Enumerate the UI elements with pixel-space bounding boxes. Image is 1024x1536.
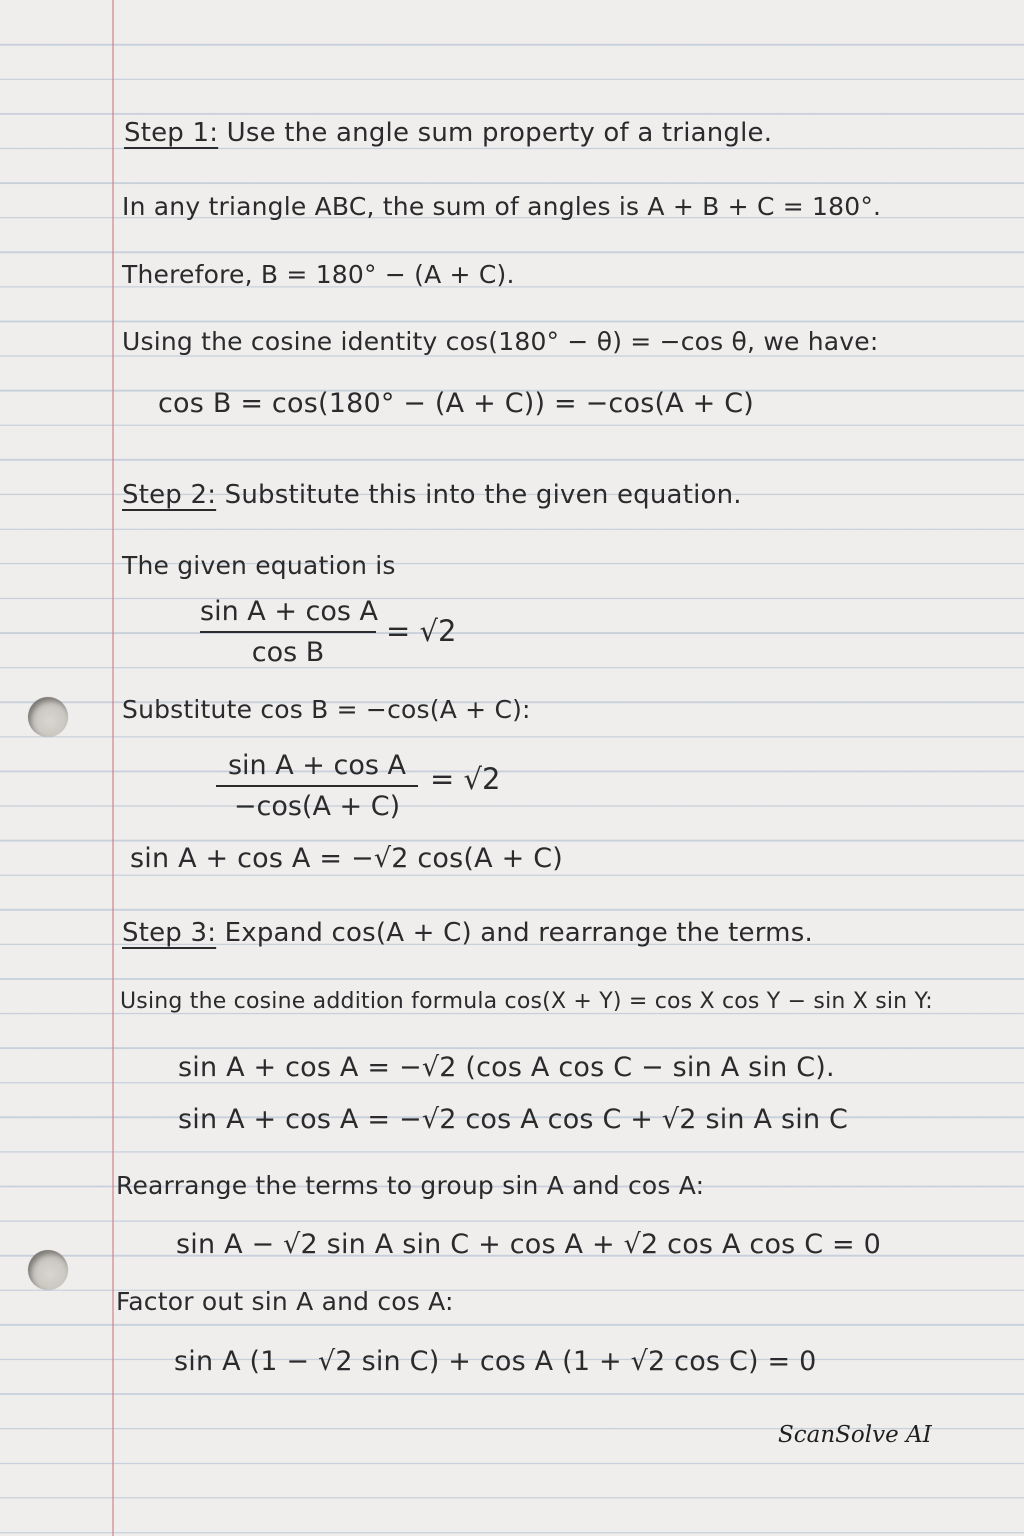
step1-line-therefore: Therefore, B = 180° − (A + C). [122,260,515,289]
step3-title: Expand cos(A + C) and rearrange the terms. [224,918,813,948]
substituted-denominator: −cos(A + C) [233,791,401,822]
step1-line-identity: Using the cosine identity cos(180° − θ) = −cos θ, we have: [122,327,879,356]
step2-title: Substitute this into the given equation. [224,480,742,510]
substituted-rhs: = √2 [430,762,501,796]
step3-rearrange: Rearrange the terms to group sin A and cos A: [116,1171,705,1200]
step1-line-angle-sum: In any triangle ABC, the sum of angles is A + B + C = 180°. [122,192,882,221]
given-equation-fraction [200,596,379,668]
step2-intro: The given equation is [122,551,396,580]
scansolve-watermark: ScanSolve AI [778,1422,932,1448]
step2-substitute: Substitute cos B = −cos(A + C): [122,695,531,724]
step1-title: Use the angle sum property of a triangle. [226,118,773,148]
step3-label: Step 3: [122,918,217,948]
step3-factor: Factor out sin A and cos A: [116,1287,454,1316]
fraction-bar [216,785,418,787]
step3-eq-expanded: sin A + cos A = −√2 (cos A cos C − sin A sin C). [178,1052,835,1083]
step3-heading [122,918,813,948]
step3-eq-distributed: sin A + cos A = −√2 cos A cos C + √2 sin A sin C [178,1104,849,1135]
fraction-bar [200,631,376,633]
step2-label: Step 2: [122,480,217,510]
step1-heading [124,118,772,148]
step1-line-cos-b: cos B = cos(180° − (A + C)) = −cos(A + C) [158,388,755,419]
punch-hole-upper [28,697,68,737]
step3-addition-formula: Using the cosine addition formula cos(X + Y) = cos X cos Y − sin X sin Y: [120,989,933,1014]
step3-eq-factored: sin A (1 − √2 sin C) + cos A (1 + √2 cos C) = 0 [174,1346,817,1377]
given-equation-rhs: = √2 [386,614,457,648]
margin-line [112,0,114,1536]
step1-label: Step 1: [124,118,219,148]
punch-hole-lower [28,1250,68,1290]
step3-eq-grouped: sin A − √2 sin A sin C + cos A + √2 cos A cos C = 0 [176,1229,882,1260]
substituted-numerator: sin A + cos A [227,750,406,781]
given-equation-denominator: cos B [251,637,325,668]
step2-result: sin A + cos A = −√2 cos(A + C) [130,843,563,874]
given-equation-numerator: sin A + cos A [200,596,379,627]
substituted-fraction [216,750,418,822]
step2-heading [122,480,742,510]
